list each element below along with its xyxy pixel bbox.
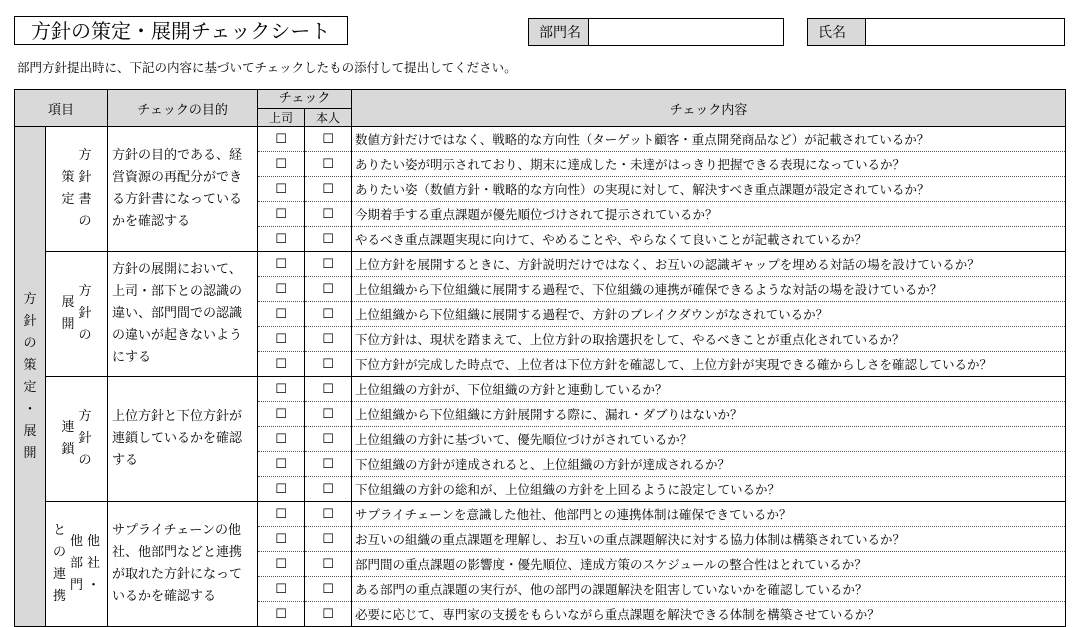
checkbox-boss[interactable]: ☐ [258,552,305,577]
checkbox-self[interactable]: ☐ [305,377,352,402]
checkbox-boss[interactable]: ☐ [258,252,305,277]
checkbox-boss[interactable]: ☐ [258,402,305,427]
outer-label-char: 方 [23,291,37,307]
checkbox-self[interactable]: ☐ [305,352,352,377]
group-label-char: 針 [78,306,92,321]
group-label-char: 社 [87,556,101,571]
table-row [15,252,1066,277]
check-item-text: サプライチェーンを意識した他社、他部門との連携体制は確保できているか？ [352,502,1066,527]
checkbox-boss[interactable]: ☐ [258,577,305,602]
checkbox-boss[interactable]: ☐ [258,202,305,227]
checkbox-self[interactable]: ☐ [305,252,352,277]
checkbox-self[interactable]: ☐ [305,127,352,152]
checkbox-self[interactable]: ☐ [305,602,352,627]
header-check: チェック [258,90,352,109]
group-label [46,502,108,627]
checkbox-boss[interactable]: ☐ [258,177,305,202]
checkbox-self[interactable]: ☐ [305,202,352,227]
check-item-text: ある部門の重点課題の実行が、他の部門の課題解決を阻害していないかを確認しているか？ [352,577,1066,602]
checkbox-boss[interactable]: ☐ [258,602,305,627]
checkbox-self[interactable]: ☐ [305,527,352,552]
checkbox-boss[interactable]: ☐ [258,477,305,502]
outer-label-char: 針 [23,313,37,329]
check-item-text: やるべき重点課題実現に向けて、やめることや、やらなくて良いことが記載されているか？ [352,227,1066,252]
group-label-char: の [78,328,92,343]
name-label: 氏名 [807,18,865,46]
outer-label-char: 策 [23,357,37,373]
header-self: 本人 [305,109,352,127]
group-label [46,252,108,377]
group-label-char: 書 [78,192,92,207]
checkbox-boss[interactable]: ☐ [258,327,305,352]
check-item-text: 下位組織の方針が達成されると、上位組織の方針が達成されるか？ [352,452,1066,477]
checkbox-self[interactable]: ☐ [305,402,352,427]
group-label-char: 連 [52,567,66,582]
group-label-char: 展 [61,295,75,310]
check-item-text: 下位方針は、現状を踏まえて、上位方針の取捨選択をして、やるべきことが重点化されているか？ [352,327,1066,352]
group-label-char: 方 [78,409,92,424]
outer-label-char: の [23,335,37,351]
checkbox-boss[interactable]: ☐ [258,277,305,302]
group-label-char: ・ [87,578,101,593]
group-label-char: 部 [70,556,84,571]
instruction-text: 部門方針提出時に、下記の内容に基づいてチェックしたもの添付して提出してください。 [17,60,517,75]
checkbox-boss[interactable]: ☐ [258,527,305,552]
group-purpose: 方針の目的である、経営資源の再配分ができる方針書になっているかを確認する [108,127,258,252]
group-label-char: 他 [70,534,84,549]
check-item-text: 下位方針が完成した時点で、上位者は下位方針を確認して、上位方針が実現できる確からしさを確認しているか？ [352,352,1066,377]
group-label-char: の [78,214,92,229]
check-item-text: 上位組織から下位組織に展開する過程で、方針のブレイクダウンがなされているか？ [352,302,1066,327]
group-label-char: の [78,453,92,468]
checkbox-boss[interactable]: ☐ [258,127,305,152]
name-field[interactable] [865,18,1065,46]
group-label-char: 開 [61,317,75,332]
group-label-char: 門 [70,578,84,593]
check-item-text: お互いの組織の重点課題を理解し、お互いの重点課題解決に対する協力体制は構築されているか？ [352,527,1066,552]
check-item-text: 部門間の重点課題の影響度・優先順位、達成方策のスケジュールの整合性はとれているか？ [352,552,1066,577]
dept-field[interactable] [588,18,784,46]
header-content: チェック内容 [352,90,1066,127]
check-item-text: 上位組織の方針が、下位組織の方針と連動しているか？ [352,377,1066,402]
check-item-text: 上位組織から下位組織に方針展開する際に、漏れ・ダブりはないか？ [352,402,1066,427]
check-item-text: 数値方針だけではなく、戦略的な方向性（ターゲット顧客・重点開発商品など）が記載されているか？ [352,127,1066,152]
table-row [15,377,1066,402]
checkbox-self[interactable]: ☐ [305,177,352,202]
checkbox-boss[interactable]: ☐ [258,452,305,477]
checkbox-self[interactable]: ☐ [305,427,352,452]
header-boss: 上司 [258,109,305,127]
checkbox-self[interactable]: ☐ [305,327,352,352]
sheet-title: 方針の策定・展開チェックシート [14,16,348,45]
group-label-char: 定 [61,192,75,207]
table-row [15,502,1066,527]
check-item-text: 上位組織から下位組織に展開する過程で、下位組織の連携が確保できるような対話の場を設けているか？ [352,277,1066,302]
check-item-text: 必要に応じて、専門家の支援をもらいながら重点課題を解決できる体制を構築させているか？ [352,602,1066,627]
checklist-table [14,89,1066,627]
group-label-char: 針 [78,170,92,185]
checkbox-self[interactable]: ☐ [305,227,352,252]
checkbox-boss[interactable]: ☐ [258,227,305,252]
checkbox-self[interactable]: ☐ [305,277,352,302]
outer-category-label [15,127,46,627]
checkbox-boss[interactable]: ☐ [258,302,305,327]
checkbox-self[interactable]: ☐ [305,502,352,527]
outer-label-char: ・ [23,401,37,417]
group-purpose: サプライチェーンの他社、他部門などと連携が取れた方針になっているかを確認する [108,502,258,627]
group-label-char: 他 [87,534,101,549]
group-purpose: 上位方針と下位方針が連鎖しているかを確認する [108,377,258,502]
group-label-char: 方 [78,148,92,163]
group-label-char: の [52,545,66,560]
header-item: 項目 [15,90,108,127]
table-row [15,127,1066,152]
check-item-text: ありたい姿（数値方針・戦略的な方向性）の実現に対して、解決すべき重点課題が設定されているか？ [352,177,1066,202]
checkbox-self[interactable]: ☐ [305,477,352,502]
group-label-char: 携 [52,589,66,604]
outer-label-char: 定 [23,379,37,395]
group-label-char: 策 [61,170,75,185]
checkbox-self[interactable]: ☐ [305,452,352,477]
header-purpose: チェックの目的 [108,90,258,127]
group-label-char: 方 [78,284,92,299]
checkbox-boss[interactable]: ☐ [258,502,305,527]
check-item-text: ありたい姿が明示されており、期末に達成した・未達がはっきり把握できる表現になっているか？ [352,152,1066,177]
group-label-char: と [52,523,66,538]
checkbox-self[interactable]: ☐ [305,577,352,602]
group-label-char: 針 [78,431,92,446]
group-label-char: 連 [61,420,75,435]
checkbox-self[interactable]: ☐ [305,302,352,327]
group-label [46,127,108,252]
check-item-text: 下位組織の方針の総和が、上位組織の方針を上回るように設定しているか？ [352,477,1066,502]
checkbox-self[interactable]: ☐ [305,152,352,177]
checkbox-boss[interactable]: ☐ [258,427,305,452]
outer-label-char: 開 [23,445,37,461]
dept-label: 部門名 [528,18,588,46]
checkbox-boss[interactable]: ☐ [258,152,305,177]
outer-label-char: 展 [23,423,37,439]
group-label-char: 鎖 [61,442,75,457]
check-item-text: 今期着手する重点課題が優先順位づけされて提示されているか？ [352,202,1066,227]
check-item-text: 上位方針を展開するときに、方針説明だけではなく、お互いの認識ギャップを埋める対話の場を設けているか？ [352,252,1066,277]
checkbox-boss[interactable]: ☐ [258,377,305,402]
checkbox-boss[interactable]: ☐ [258,352,305,377]
checklist-body [15,127,1066,627]
check-item-text: 上位組織の方針に基づいて、優先順位づけがされているか？ [352,427,1066,452]
group-label [46,377,108,502]
group-purpose: 方針の展開において、上司・部下との認識の違い、部門間での認識の違いが起きないようにする [108,252,258,377]
checkbox-self[interactable]: ☐ [305,552,352,577]
